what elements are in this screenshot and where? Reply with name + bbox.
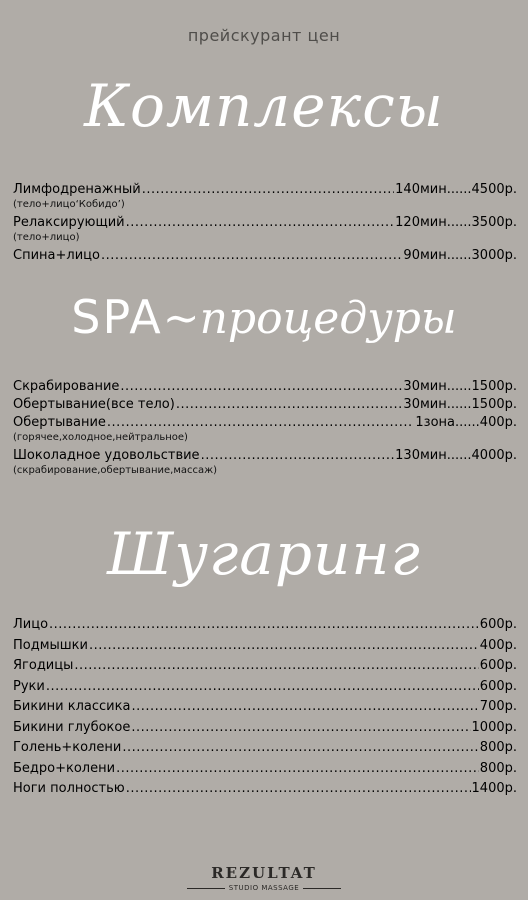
service-price: 1400р. xyxy=(471,781,517,796)
service-price: 4000р. xyxy=(471,448,517,463)
service-note: (тело+лицо‘Кобидо’) xyxy=(13,199,125,210)
service-price: 600р. xyxy=(479,678,517,694)
brand-logo: REZULTAT xyxy=(211,864,317,882)
service-duration: 120мин xyxy=(395,215,447,230)
brand-subtitle xyxy=(0,884,528,892)
sugaring-heading: Шугаринг xyxy=(107,520,421,588)
price-row xyxy=(13,697,517,718)
price-row xyxy=(13,636,517,657)
price-row xyxy=(13,738,517,759)
price-list-label: прейскурант цен xyxy=(187,26,341,45)
service-price: 4500р. xyxy=(471,182,517,197)
complexes-heading: Комплексы xyxy=(84,72,444,140)
service-name: Ягодицы xyxy=(13,658,74,673)
service-name: Бикини глубокое xyxy=(13,719,131,735)
service-duration: 130мин xyxy=(395,448,447,463)
price-row xyxy=(13,615,517,636)
service-name: Обертывание(все тело) xyxy=(13,397,175,412)
service-name: Спина+лицо xyxy=(13,248,100,263)
service-name: Бедро+колени xyxy=(13,760,116,776)
dot-leader xyxy=(131,697,478,718)
service-duration: 1зона xyxy=(415,415,455,430)
spa-heading-rest: ~процедуры xyxy=(162,293,457,344)
price-row xyxy=(13,447,517,465)
service-note: (скрабирование,обертывание,массаж) xyxy=(13,465,218,476)
service-price: 1500р. xyxy=(471,379,517,394)
dot-leader xyxy=(142,181,394,199)
spa-list xyxy=(13,378,517,480)
service-duration: 140мин xyxy=(395,182,447,197)
spa-heading-spa: SPA xyxy=(71,290,163,344)
brand-rule-right xyxy=(303,888,341,889)
dot-leader xyxy=(120,378,402,396)
dot-leader xyxy=(116,759,479,780)
service-name: Руки xyxy=(13,678,45,694)
service-price: 800р. xyxy=(479,760,517,776)
service-duration: 30мин xyxy=(403,397,447,412)
dot-leader xyxy=(131,718,470,739)
dot-leader xyxy=(74,656,478,677)
service-name: Подмышки xyxy=(13,637,88,653)
price-row xyxy=(13,378,517,396)
dot-leader xyxy=(101,247,402,265)
dot-leader-short: ...... xyxy=(446,248,472,263)
service-price: 400р. xyxy=(479,415,517,430)
price-row xyxy=(13,181,517,199)
dot-leader xyxy=(46,677,479,698)
price-row xyxy=(13,779,517,800)
service-name: Голень+колени xyxy=(13,740,122,755)
service-duration: 90мин xyxy=(403,248,447,263)
complexes-list xyxy=(13,181,517,265)
dot-leader xyxy=(49,615,479,636)
dot-leader-short: ...... xyxy=(446,215,472,230)
dot-leader xyxy=(201,447,395,465)
service-name: Релаксирующий xyxy=(13,215,125,230)
service-price: 600р. xyxy=(479,617,517,632)
service-name: Ноги полностью xyxy=(13,781,125,796)
price-row xyxy=(13,396,517,414)
service-name: Бикини классика xyxy=(13,699,131,714)
dot-leader-short: ...... xyxy=(446,182,472,197)
service-price: 700р. xyxy=(479,699,517,714)
dot-leader xyxy=(89,636,479,657)
dot-leader-short: ...... xyxy=(446,448,472,463)
service-name: Скрабирование xyxy=(13,379,120,394)
brand-subtitle-text: STUDIO MASSAGE xyxy=(228,884,300,892)
service-name: Обертывание xyxy=(13,415,106,430)
price-row xyxy=(13,718,517,739)
price-row xyxy=(13,414,517,432)
price-row xyxy=(13,656,517,677)
service-name: Шоколадное удовольствие xyxy=(13,448,200,463)
dot-leader-short: ...... xyxy=(455,415,480,430)
price-row xyxy=(13,677,517,698)
spa-heading xyxy=(0,290,528,344)
service-price: 600р. xyxy=(479,658,517,673)
dot-leader xyxy=(107,414,414,432)
dot-leader xyxy=(126,214,395,232)
dot-leader xyxy=(122,738,478,759)
dot-leader-short: ...... xyxy=(446,379,472,394)
service-price: 3000р. xyxy=(471,248,517,263)
service-name: Лицо xyxy=(13,617,49,632)
service-price: 800р. xyxy=(479,740,517,755)
dot-leader xyxy=(176,396,403,414)
service-price: 1500р. xyxy=(471,397,517,412)
price-row xyxy=(13,759,517,780)
service-note: (горячее,холодное,нейтральное) xyxy=(13,432,188,443)
price-row xyxy=(13,214,517,232)
dot-leader-short: ...... xyxy=(446,397,472,412)
service-name: Лимфодренажный xyxy=(13,182,141,197)
service-duration: 30мин xyxy=(403,379,447,394)
service-note: (тело+лицо) xyxy=(13,232,80,243)
service-price: 1000р. xyxy=(471,719,517,735)
service-price: 400р. xyxy=(479,637,517,653)
dot-leader xyxy=(126,779,471,800)
brand-rule-left xyxy=(187,888,225,889)
sugaring-list xyxy=(13,615,517,800)
price-row xyxy=(13,247,517,265)
service-price: 3500р. xyxy=(471,215,517,230)
